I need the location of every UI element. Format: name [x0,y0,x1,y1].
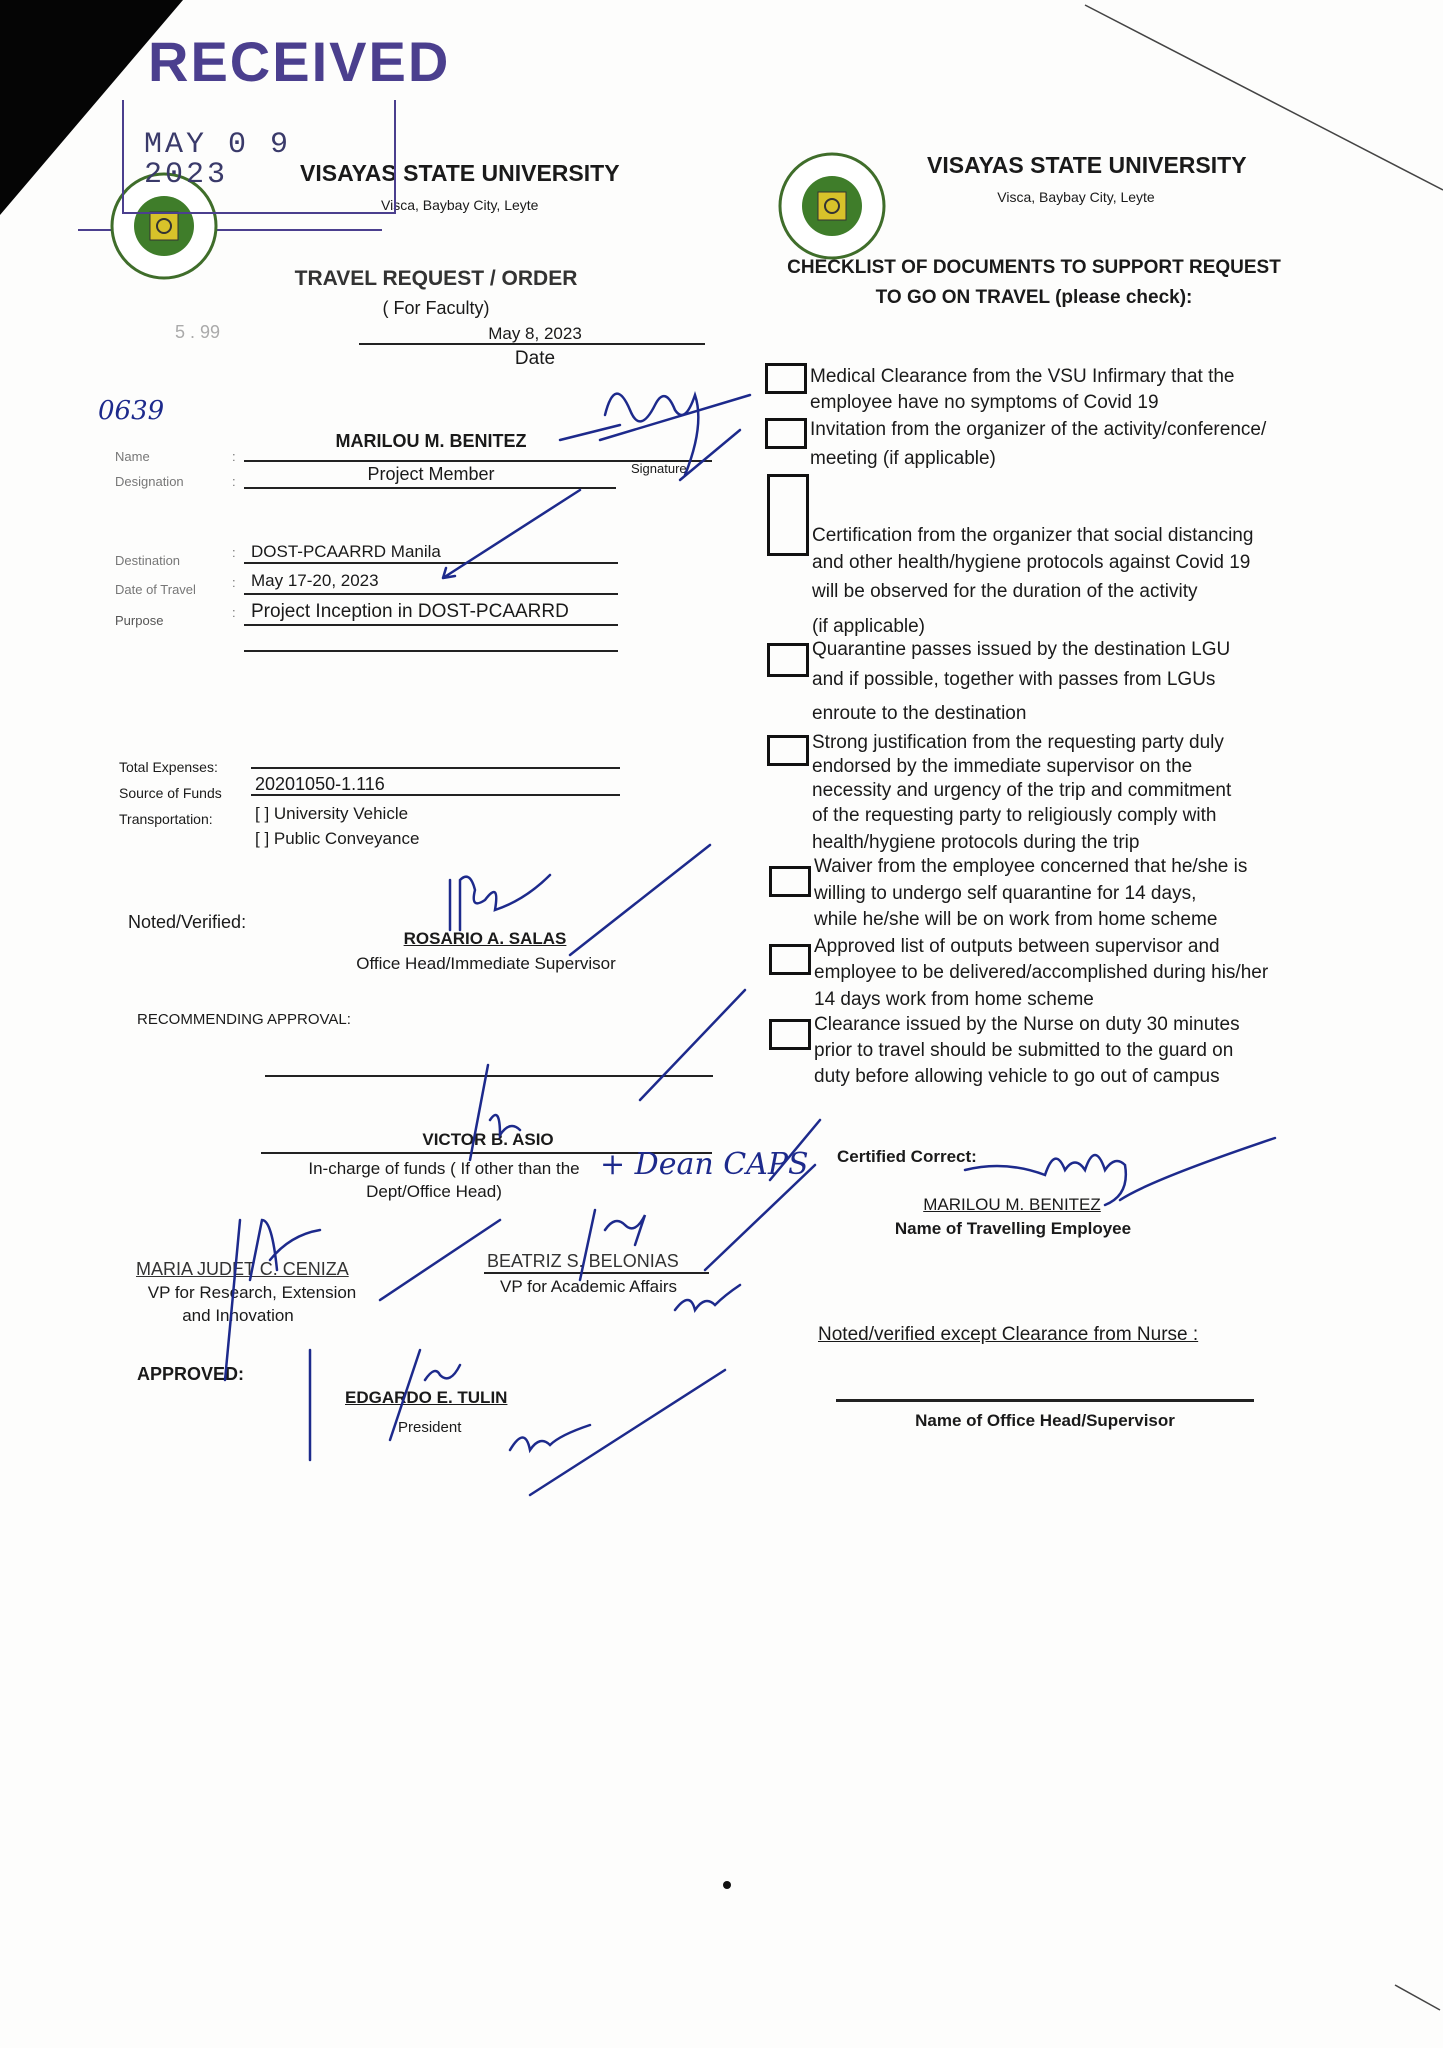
noted-verified-label: Noted/Verified: [128,912,247,932]
check-slash-president [530,1370,725,1495]
vp-academic-title: VP for Academic Affairs [500,1277,678,1296]
purpose-value: Project Inception in DOST-PCAARRD [251,601,569,622]
item-quarantine-line-1: Quarantine passes issued by the destination LGU [812,639,1231,660]
check-slash-checklist [680,430,740,480]
vp-research-title-2: and Innovation [182,1306,294,1325]
item-nurse-line-2: prior to travel should be submitted to the guard on [814,1040,1234,1061]
certified-correct-label: Certified Correct: [837,1147,977,1166]
date-of-travel-colon: : [232,575,236,590]
item-certification-line-1: Certification from the organizer that social distancing [812,525,1254,546]
check-slash-name [600,395,750,440]
item-justification-line-2: endorsed by the immediate supervisor on the [812,756,1193,777]
source-of-funds-label: Source of Funds [119,785,222,801]
initials-belonias [675,1285,740,1310]
destination-colon: : [232,545,236,560]
checkbox-invitation[interactable] [765,418,807,449]
item-justification-line-5: health/hygiene protocols during the trip [812,832,1140,853]
margin-note: 5 . 99 [175,322,221,342]
date-of-travel-value: May 17-20, 2023 [251,571,379,590]
initials-president [510,1425,590,1450]
total-expenses-line [251,767,620,769]
funds-incharge-title-2: Dept/Office Head) [366,1182,502,1201]
checkbox-approved-outputs[interactable] [769,944,811,975]
source-of-funds-value: 20201050-1.116 [255,774,385,794]
handwritten-note: + Dean CAPS [600,1147,809,1182]
university-name-left: VISAYAS STATE UNIVERSITY [300,160,620,186]
item-quarantine-line-3: enroute to the destination [812,703,1027,724]
scan-edge-bottom-right [1395,1985,1440,2010]
destination-line [244,562,618,564]
signature-label: Signature [631,461,687,476]
total-expenses-label: Total Expenses: [119,759,218,775]
purpose-line-2 [244,650,618,652]
received-stamp [78,30,451,235]
employee-caption: Name of Travelling Employee [894,1219,1132,1238]
stamp-date: MAY 0 9 2023 [144,128,292,192]
date-label: Date [514,348,556,369]
university-name-right: VISAYAS STATE UNIVERSITY [927,152,1247,178]
designation-line [244,487,616,489]
destination-label: Destination [115,553,181,568]
president-title: President [398,1419,462,1436]
item-quarantine-line-2: and if possible, together with passes from LGUs [812,669,1216,690]
approved-label: APPROVED: [137,1364,245,1384]
office-head-line [836,1399,1254,1402]
speck [723,1881,731,1889]
designation-label: Designation [115,474,184,489]
control-number: 0639 [98,396,165,426]
checkbox-certification[interactable] [767,474,809,556]
vp-research-title-1: VP for Research, Extension [147,1283,357,1302]
item-certification-line-4: (if applicable) [812,616,925,637]
checkbox-nurse-clearance[interactable] [769,1019,811,1050]
check-slash-certified [1120,1138,1275,1200]
checklist-title-2: TO GO ON TRAVEL (please check): [875,287,1193,308]
item-justification-line-3: necessity and urgency of the trip and commitment [812,780,1232,801]
purpose-label: Purpose [115,613,164,628]
vp-academic-line [484,1272,709,1274]
university-seal-logo-right [776,150,888,262]
item-justification-line-4: of the requesting party to religiously comply with [812,805,1217,826]
name-colon: : [232,449,236,464]
transport-option-public-conveyance[interactable]: [ ] Public Conveyance [255,829,420,848]
vp-academic-name: BEATRIZ S. BELONIAS [487,1251,679,1271]
item-waiver-line-1: Waiver from the employee concerned that he/she is [814,856,1248,877]
form-subtitle: ( For Faculty) [382,298,490,318]
item-invitation-line-1: Invitation from the organizer of the activity/conference/ [810,419,1267,440]
funds-incharge-name: VICTOR B. ASIO [422,1130,554,1149]
check-slash-asio [640,990,745,1100]
destination-value: DOST-PCAARRD Manila [251,542,441,561]
university-address-left: Visca, Baybay City, Leyte [381,197,539,213]
date-line [359,343,705,345]
item-medical-clearance-line-1: Medical Clearance from the VSU Infirmary that the [810,366,1235,387]
form-title: TRAVEL REQUEST / ORDER [294,267,578,290]
item-outputs-line-3: 14 days work from home scheme [814,989,1094,1010]
item-outputs-line-2: employee to be delivered/accomplished during his/her [814,962,1269,983]
stamp-word: RECEIVED [148,30,451,93]
checklist-title-1: CHECKLIST OF DOCUMENTS TO SUPPORT REQUEST [787,257,1281,278]
university-address-right: Visca, Baybay City, Leyte [997,189,1155,205]
item-certification-line-3: will be observed for the duration of the activity [812,581,1198,602]
item-certification-line-2: and other health/hygiene protocols against Covid 19 [812,552,1251,573]
supervisor-title: Office Head/Immediate Supervisor [356,954,616,973]
president-name: EDGARDO E. TULIN [345,1388,508,1407]
recommending-line [265,1075,713,1077]
item-nurse-line-3: duty before allowing vehicle to go out of campus [814,1066,1220,1087]
item-nurse-line-1: Clearance issued by the Nurse on duty 30 minutes [814,1014,1240,1035]
purpose-colon: : [232,605,236,620]
item-waiver-line-3: while he/she will be on work from home scheme [814,909,1218,930]
employee-name: MARILOU M. BENITEZ [923,1195,1101,1214]
noted-except-nurse-label: Noted/verified except Clearance from Nurse : [818,1324,1199,1345]
funds-incharge-title-1: In-charge of funds ( If other than the [308,1159,580,1178]
check-slash-ceniza [380,1220,500,1300]
date-of-travel-line [244,593,618,595]
purpose-line [244,624,618,626]
item-waiver-line-2: willing to undergo self quarantine for 14 days, [814,883,1197,904]
transportation-label: Transportation: [119,811,213,827]
item-outputs-line-1: Approved list of outputs between supervisor and [814,936,1220,957]
vp-research-name: MARIA JUDET C. CENIZA [136,1259,349,1279]
item-invitation-line-2: meeting (if applicable) [810,448,996,469]
item-justification-line-1: Strong justification from the requesting party duly [812,732,1224,753]
checkbox-medical-clearance[interactable] [765,363,807,394]
supervisor-name: ROSARIO A. SALAS [403,929,567,948]
traveller-name: MARILOU M. BENITEZ [335,431,527,451]
transport-option-university-vehicle[interactable]: [ ] University Vehicle [255,804,409,823]
recommending-approval-label: RECOMMENDING APPROVAL: [137,1011,351,1028]
item-medical-clearance-line-2: employee have no symptoms of Covid 19 [810,392,1159,413]
checkbox-strong-justification[interactable] [767,735,809,766]
checkbox-waiver[interactable] [769,866,811,897]
designation-value: Project Member [367,464,495,484]
designation-colon: : [232,474,236,489]
check-arrow-travel [443,490,580,578]
checkbox-quarantine-passes[interactable] [767,643,809,677]
check-slash-salas [570,845,710,955]
name-label: Name [115,449,150,464]
signature-salas [450,875,550,930]
date-of-travel-label: Date of Travel [115,582,196,597]
date-value: May 8, 2023 [488,324,582,343]
office-head-caption: Name of Office Head/Supervisor [915,1411,1175,1430]
source-of-funds-line [251,794,620,796]
